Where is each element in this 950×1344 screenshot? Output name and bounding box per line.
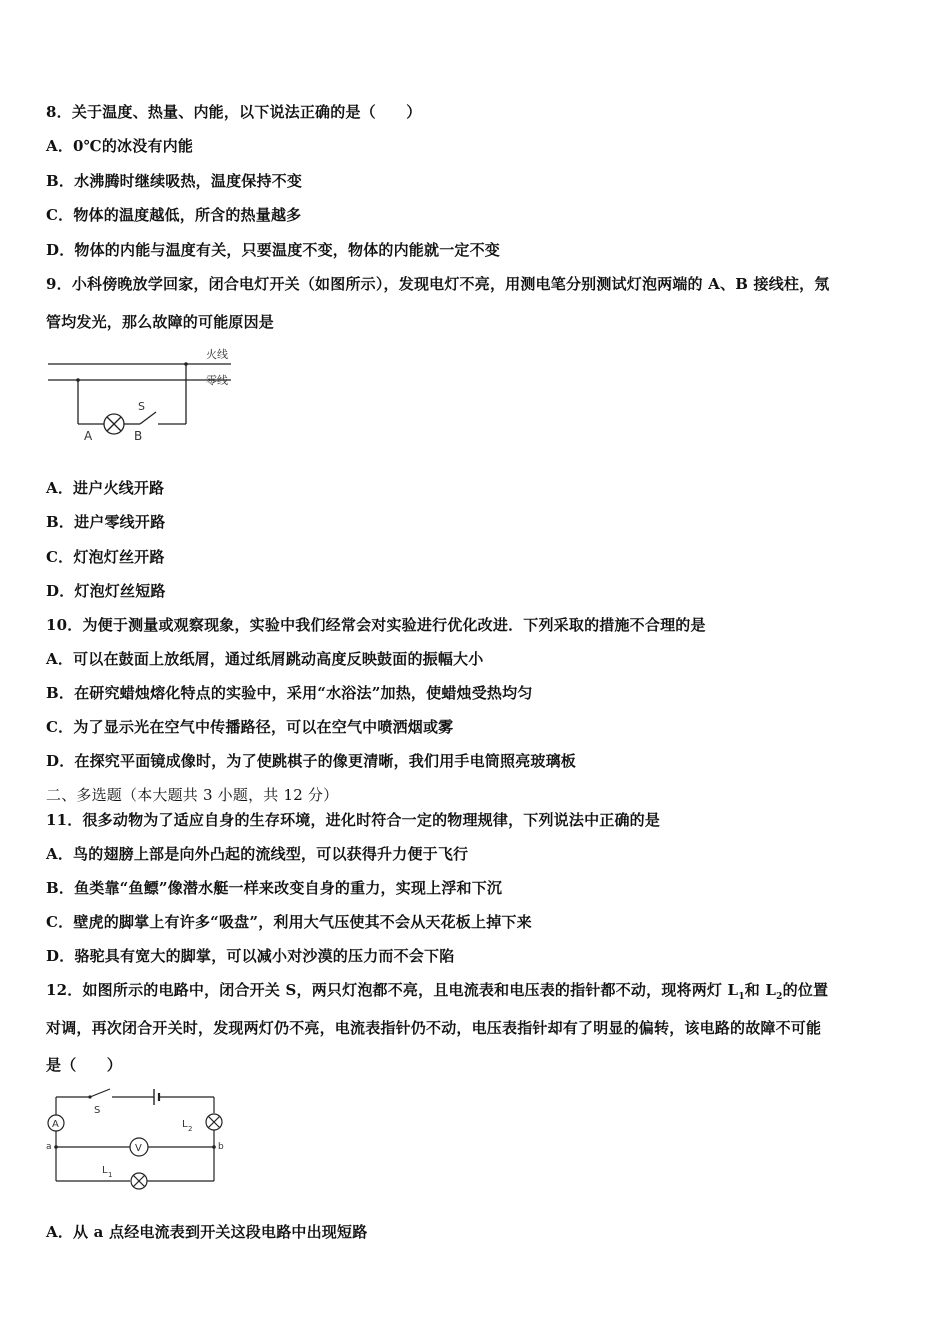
question-8-option-c: C．物体的温度越低，所含的热量越多: [46, 206, 302, 224]
lamp-1-subscript: 1: [738, 992, 745, 1002]
question-12-stem-line1: [46, 980, 828, 1007]
ammeter-label: A: [52, 1119, 59, 1130]
switch-icon: [140, 412, 156, 424]
question-9-stem-line2: 管均发光，那么故障的可能原因是: [46, 313, 275, 331]
question-12-option-a: A．从 a 点经电流表到开关这段电路中出现短路: [46, 1223, 368, 1241]
node-a-label: a: [46, 1142, 52, 1152]
question-10-stem: 10．为便于测量或观察现象，实验中我们经常会对实验进行优化改进．下列采取的措施不合理的是: [46, 616, 706, 634]
question-12-stem-line3: 是（ ）: [46, 1056, 123, 1074]
lamp-l2-subscript: 2: [188, 1125, 193, 1133]
question-9-option-c: C．灯泡灯丝开路: [46, 548, 165, 566]
question-11-stem: 11．很多动物为了适应自身的生存环境，进化时符合一定的物理规律，下列说法中正确的是: [46, 811, 661, 829]
lamp-l1-label: L: [102, 1165, 108, 1176]
question-10-option-b: B．在研究蜡烛熔化特点的实验中，采用“水浴法”加热，使蜡烛受热均匀: [46, 684, 533, 702]
question-12-stem-line2: 对调，再次闭合开关时，发现两灯仍不亮，电流表指针仍不动，电压表指针却有了明显的偏转，该电路的故障不可能: [46, 1019, 822, 1037]
node-b-label: b: [218, 1142, 224, 1152]
question-9-option-d: D．灯泡灯丝短路: [46, 582, 166, 600]
switch-s-label: S: [138, 400, 145, 413]
question-8-stem: 8．关于温度、热量、内能，以下说法正确的是（ ）: [46, 103, 422, 121]
neutral-wire-label: 零线: [206, 374, 228, 387]
question-12-stem-part1: 12．如图所示的电路中，闭合开关 S，两只灯泡都不亮，且电流表和电压表的指针都不动，现将两灯 L: [46, 981, 739, 999]
question-9-stem-line1: 9．小科傍晚放学回家，闭合电灯开关（如图所示），发现电灯不亮，用测电笔分别测试灯泡两端的 A、B 接线柱，氖: [46, 275, 830, 293]
household-circuit-figure: [46, 344, 246, 444]
question-11-option-c: C．壁虎的脚掌上有许多“吸盘”，利用大气压使其不会从天花板上掉下来: [46, 913, 532, 931]
live-wire-label: 火线: [206, 348, 228, 361]
question-11-option-d: D．骆驼具有宽大的脚掌，可以减小对沙漠的压力而不会下陷: [46, 947, 455, 965]
lamp-2-subscript: 2: [776, 992, 783, 1002]
question-9-option-a: A．进户火线开路: [46, 479, 165, 497]
question-12-stem-part3: 的位置: [782, 981, 829, 999]
question-11-option-b: B．鱼类靠“鱼鳔”像潜水艇一样来改变自身的重力，实现上浮和下沉: [46, 879, 503, 897]
series-circuit-figure: [42, 1085, 242, 1190]
switch-icon: [90, 1089, 110, 1097]
question-12-stem-part2: 和 L: [744, 981, 777, 999]
section-2-heading: 二、多选题（本大题共 3 小题，共 12 分）: [46, 786, 339, 804]
terminal-a-label: A: [84, 429, 93, 443]
question-10-option-d: D．在探究平面镜成像时，为了使跳棋子的像更清晰，我们用手电筒照亮玻璃板: [46, 752, 577, 770]
question-8-option-b: B．水沸腾时继续吸热，温度保持不变: [46, 172, 303, 190]
voltmeter-label: V: [135, 1143, 142, 1154]
question-10-option-a: A．可以在鼓面上放纸屑，通过纸屑跳动高度反映鼓面的振幅大小: [46, 650, 484, 668]
terminal-b-label: B: [134, 429, 143, 443]
lamp-l1-subscript: 1: [108, 1171, 113, 1179]
switch-s-label: S: [94, 1105, 101, 1116]
lamp-l2-label: L: [182, 1119, 188, 1130]
question-8-option-a: A．0℃的冰没有内能: [46, 137, 194, 155]
question-9-option-b: B．进户零线开路: [46, 513, 166, 531]
question-11-option-a: A．鸟的翅膀上部是向外凸起的流线型，可以获得升力便于飞行: [46, 845, 469, 863]
question-8-option-d: D．物体的内能与温度有关，只要温度不变，物体的内能就一定不变: [46, 241, 501, 259]
question-10-option-c: C．为了显示光在空气中传播路径，可以在空气中喷洒烟或雾: [46, 718, 454, 736]
